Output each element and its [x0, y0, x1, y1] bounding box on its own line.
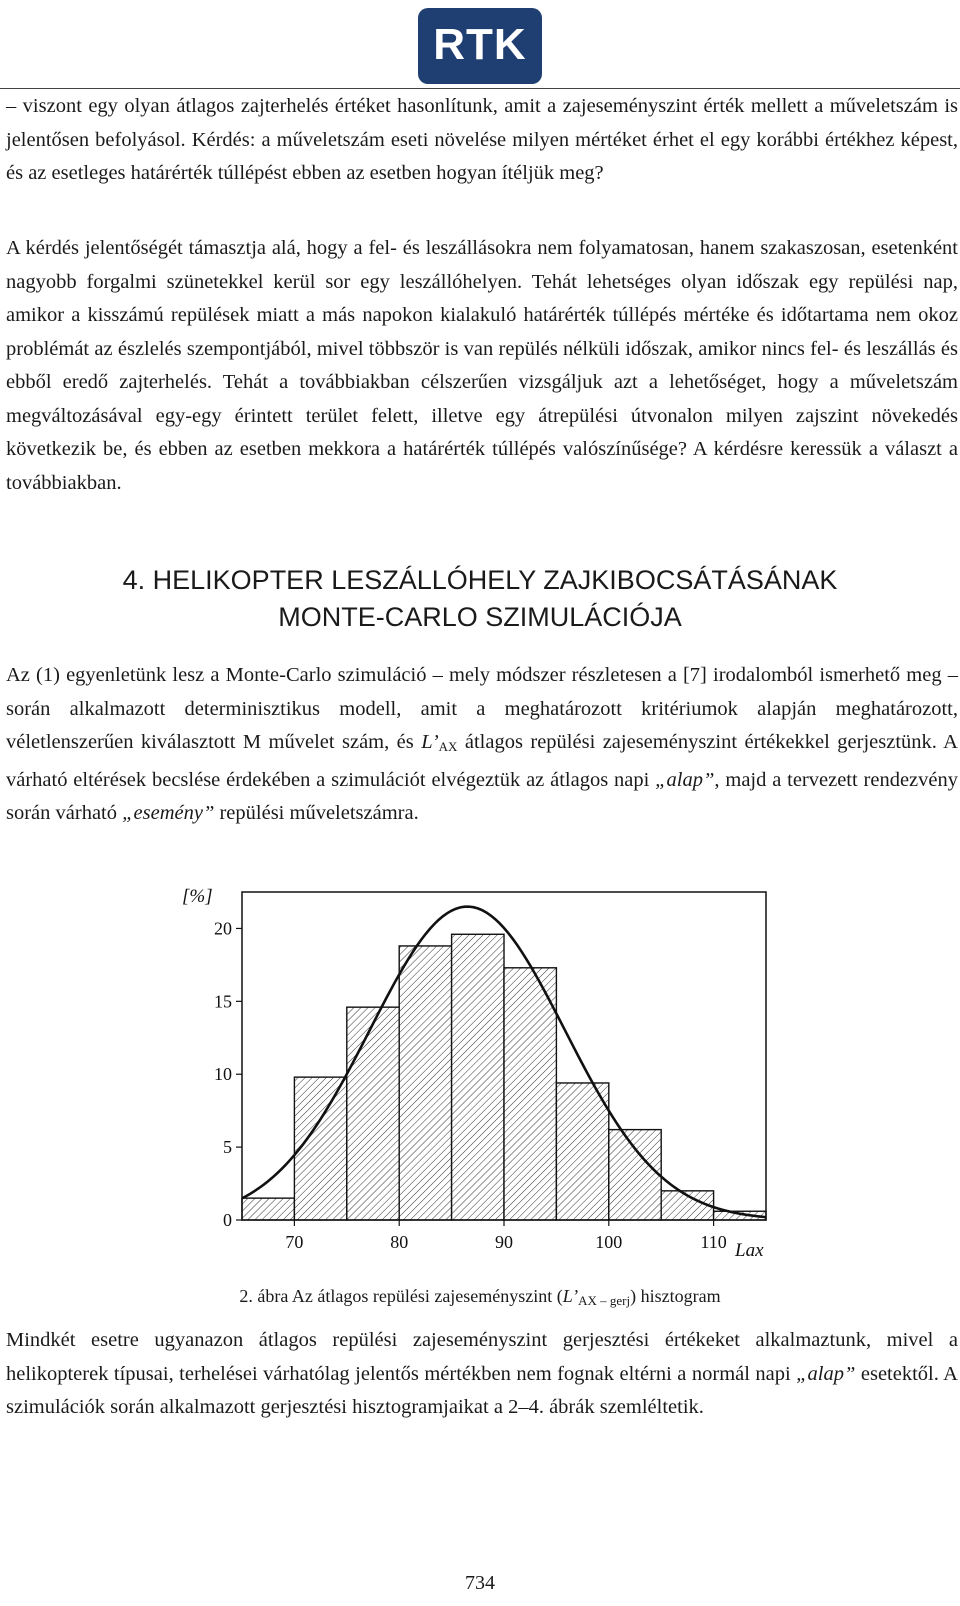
y-tick-label: 5 — [223, 1137, 232, 1158]
caption-lax-subscript: AX – gerj — [578, 1293, 631, 1308]
paragraph-1: – viszont egy olyan átlagos zajterhelés értéket hasonlítunk, amit a zajeseményszint érték mellett a műveletszám is jelentősen befolyásol. Kérdés: a műveletszám eseti növelése milyen mértéket érhet el egy korábbi értékhez képest, és az esetleges határérték túllépést ebben az esetben hogyan ítéljük meg? — [6, 95, 958, 184]
histogram-figure — [170, 880, 810, 1270]
histogram-bar — [504, 968, 556, 1220]
page-number: 734 — [465, 1572, 495, 1594]
paragraph-4-part-b: esetektől. A szimulációk során alkalmazott gerjesztési hisztogramjaikat a 2–4. ábrák szemléltetik. — [6, 1362, 958, 1418]
alap-term-2: „alap” — [796, 1362, 856, 1385]
paragraph-3-part-a: Az (1) egyenletünk lesz a Monte-Carlo szimuláció – mely módszer részletesen a [7] irodalomból ismerhető meg – során alkalmazott determinisztikus modell, amit a meghatározott kritériumok alapján meghatározott, véletlenszerűen kiválasztott M művelet szám, és — [6, 664, 958, 753]
paragraph-2: A kérdés jelentőségét támasztja alá, hogy a fel- és leszállásokra nem folyamatosan, hanem szakaszosan, esetenként nagyobb forgalmi szünetekkel kerül sor egy leszállóhelyen. Tehát lehetséges olyan időszak egy repülési nap, amikor a kisszámú repülések miatt a más napokon kialakuló határérték túllépés mértéke és időtartama nem okoz problémát az észlelés szempontjából, mivel többször is van repülés nélküli időszak, amikor nincs fel- és leszállás és ebből eredő zajterhelés. Tehát a továbbiakban célszerűen vizsgáljuk azt a lehetőséget, hogy a műveletszám megváltozásával egy-egy érintett terület felett, illetve egy átrepülési útvonalon milyen zajszint növekedés következik be, és ebben az esetben mekkora a határérték túllépés valószínűsége? A kérdésre keressük a választ a továbbiakban. — [6, 237, 958, 494]
paragraph-4-part-a: Mindkét esetre ugyanazon átlagos repülési zajeseményszint gerjesztési értékeket alkalmaztunk, mivel a helikopterek típusai, terhelései várhatólag jelentős mértékben nem fognak eltérni a normál napi — [6, 1329, 958, 1385]
x-tick-label: 80 — [390, 1232, 409, 1252]
esemeny-term: „esemény” — [122, 802, 215, 824]
y-tick-label: 10 — [214, 1064, 232, 1085]
histogram-bar — [347, 1007, 399, 1220]
paragraph-3 — [6, 659, 958, 831]
y-tick-label: 20 — [214, 918, 232, 939]
histogram-bar — [399, 946, 451, 1220]
histogram-chart — [170, 880, 810, 1270]
y-axis-label: [%] — [182, 886, 213, 907]
caption-lax-symbol: L’ — [562, 1286, 579, 1306]
x-tick-label: 110 — [700, 1232, 727, 1252]
section-heading-line-2: MONTE-CARLO SZIMULÁCIÓJA — [278, 602, 682, 632]
histogram-bar — [294, 1077, 346, 1220]
caption-suffix: ) hisztogram — [630, 1286, 721, 1306]
histogram-bar — [556, 1083, 608, 1220]
x-tick-label: 70 — [285, 1232, 304, 1252]
y-tick-label: 0 — [223, 1210, 232, 1230]
section-heading-line-1: 4. HELIKOPTER LESZÁLLÓHELY ZAJKIBOCSÁTÁSÁNAK — [122, 565, 838, 595]
histogram-bar — [242, 1198, 294, 1220]
lax-subscript: AX — [438, 739, 458, 754]
paragraph-3-part-c: , majd a tervezett rendezvény során várható — [6, 768, 958, 824]
x-tick-label: 100 — [595, 1232, 623, 1252]
logo-text: RTK — [433, 20, 527, 69]
rtk-logo — [418, 8, 542, 84]
caption-prefix: 2. ábra Az átlagos repülési zajeseményszint ( — [239, 1286, 563, 1306]
y-tick-label: 15 — [214, 991, 232, 1012]
x-tick-label: 90 — [495, 1232, 513, 1252]
alap-term: „alap” — [655, 768, 715, 791]
figure-caption — [0, 1286, 960, 1309]
paragraph-3-part-d: repülési műveletszámra. — [214, 802, 419, 824]
lax-symbol: L’ — [421, 731, 439, 753]
x-axis-label: Lax — [735, 1240, 764, 1261]
histogram-bar — [452, 934, 504, 1220]
paragraph-3-part-b: átlagos repülési zajeseményszint értékekkel gerjesztünk. A várható eltérések becslése érdekében a szimulációt elvégeztük az átlagos napi — [6, 731, 958, 791]
header-rule — [0, 88, 960, 89]
paragraph-4 — [6, 1324, 958, 1425]
histogram-bar — [609, 1130, 661, 1220]
